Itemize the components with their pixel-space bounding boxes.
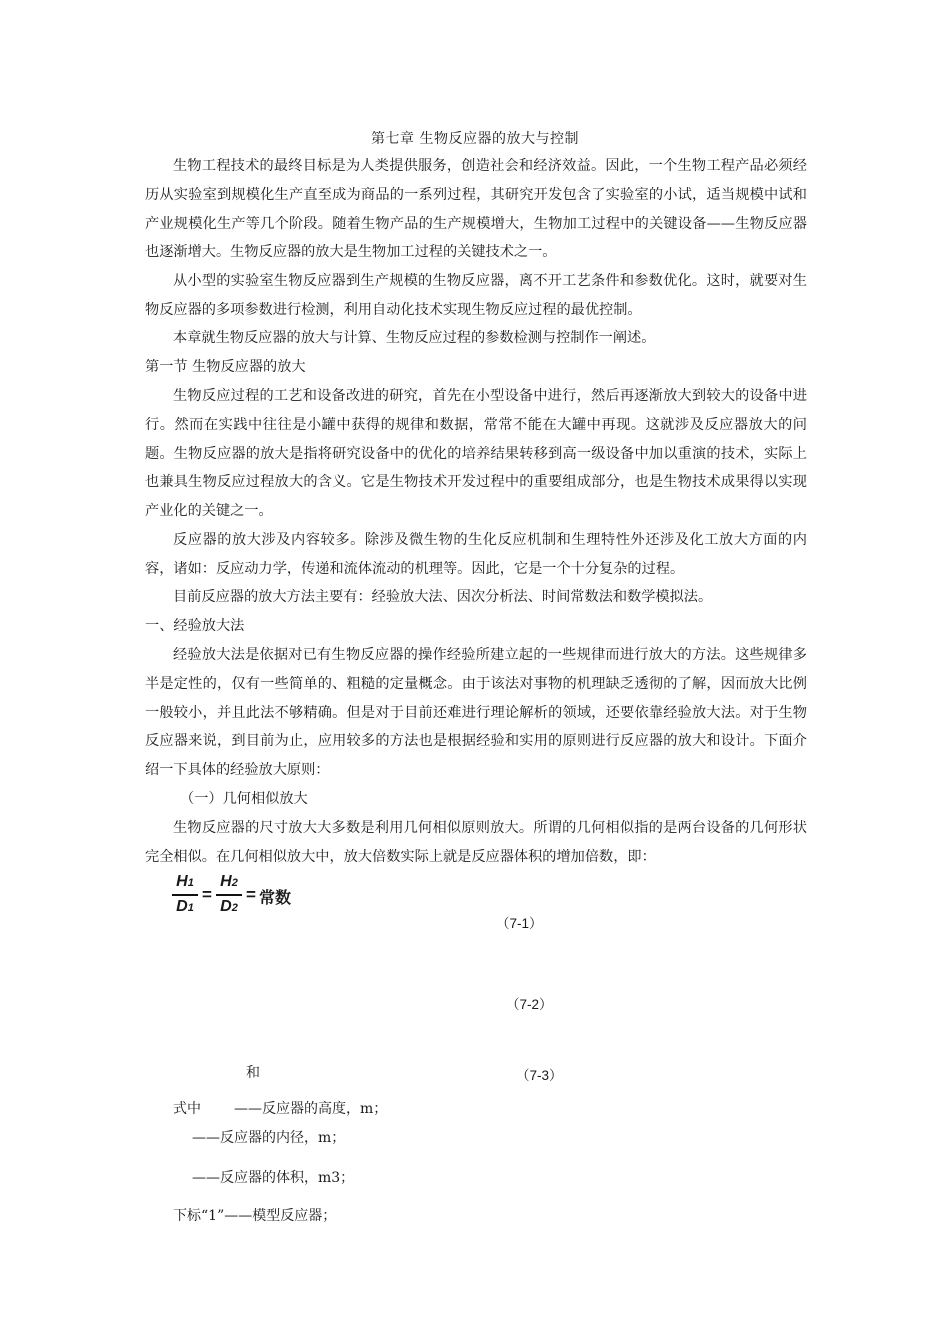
section-heading: 第一节 生物反应器的放大: [145, 359, 306, 375]
fraction-bar: [216, 894, 242, 896]
subscript-note: 下标“1”——模型反应器；: [173, 1208, 337, 1224]
formula-sub: 1: [187, 877, 194, 889]
fraction-2: [216, 873, 242, 917]
formula-constant: 常数: [259, 888, 292, 907]
section-paragraph-2: 反应器的放大涉及内容较多。除涉及微生物的生化反应机制和生理特性外还涉及化工放大方面的内容，诸如：反应动力学，传递和流体流动的机理等。因此，它是一个十分复杂的过程。: [145, 532, 807, 577]
subsection-heading: 一、经验放大法: [145, 618, 245, 634]
equation-number-7-3: （7-3）: [516, 1068, 563, 1083]
formula-d: D: [176, 898, 188, 915]
definition-volume: ——反应器的体积，m3；: [192, 1170, 355, 1186]
intro-paragraph-1: 生物工程技术的最终目标是为人类提供服务，创造社会和经济效益。因此，一个生物工程产品必须经历从实验室到规模化生产直至成为商品的一系列过程，其研究开发包含了实验室的小试，适当规模中试和产业规模化生产等几个阶段。随着生物产品的生产规模增大，生物加工过程中的关键设备——生物反应器也逐渐增大。生物反应器的放大是生物加工过程的关键技术之一。: [145, 158, 807, 261]
subsection-paragraph: 经验放大法是依据对已有生物反应器的操作经验所建立起的一些规律而进行放大的方法。这些规律多半是定性的，仅有一些简单的、粗糙的定量概念。由于该法对事物的机理缺乏透彻的了解，因而放大比例一般较小，并且此法不够精确。但是对于目前还难进行理论解析的领域，还要依靠经验放大法。对于生物反应器来说，到目前为止，应用较多的方法也是根据经验和实用的原则进行反应器的放大和设计。下面介绍一下具体的经验放大原则：: [145, 647, 807, 779]
fraction-1: [172, 873, 198, 917]
chapter-title: 第七章 生物反应器的放大与控制: [371, 131, 579, 147]
where-label: 式中: [173, 1101, 201, 1117]
formula-h: H: [220, 873, 232, 890]
fraction-bar: [172, 894, 198, 896]
formula-h: H: [176, 873, 188, 890]
and-word: 和: [246, 1065, 260, 1081]
definition-height: ——反应器的高度，m；: [234, 1101, 388, 1117]
intro-paragraph-2: 从小型的实验室生物反应器到生产规模的生物反应器，离不开工艺条件和参数优化。这时，就要对生物反应器的多项参数进行检测，利用自动化技术实现生物反应过程的最优控制。: [145, 273, 807, 318]
formula-sub: 2: [231, 902, 238, 914]
equals-sign: =: [246, 885, 256, 904]
similarity-formula: [172, 873, 312, 923]
equation-number-7-1: （7-1）: [496, 916, 543, 931]
formula-sub: 1: [187, 902, 194, 914]
definition-diameter: ——反应器的内径，m；: [192, 1130, 346, 1146]
item-heading: （一）几何相似放大: [180, 791, 308, 807]
section-paragraph-1: 生物反应过程的工艺和设备改进的研究，首先在小型设备中进行，然后再逐渐放大到较大的设备中进行。然而在实践中往往是小罐中获得的规律和数据，常常不能在大罐中再现。这就涉及反应器放大的问题。生物反应器的放大是指将研究设备中的优化的培养结果转移到高一级设备中加以重演的技术，实际上也兼具生物反应过程放大的含义。它是生物技术开发过程中的重要组成部分，也是生物技术成果得以实现产业化的关键之一。: [145, 388, 807, 520]
equation-number-7-2: （7-2）: [506, 997, 553, 1012]
formula-sub: 2: [231, 877, 238, 889]
section-paragraph-3: 目前反应器的放大方法主要有：经验放大法、因次分析法、时间常数法和数学模拟法。: [173, 589, 713, 605]
intro-paragraph-3: 本章就生物反应器的放大与计算、生物反应过程的参数检测与控制作一阐述。: [173, 330, 656, 346]
equals-sign: =: [202, 885, 212, 904]
item-paragraph: 生物反应器的尺寸放大大多数是利用几何相似原则放大。所谓的几何相似指的是两台设备的几何形状完全相似。在几何相似放大中，放大倍数实际上就是反应器体积的增加倍数，即：: [145, 820, 807, 865]
formula-d: D: [220, 898, 232, 915]
